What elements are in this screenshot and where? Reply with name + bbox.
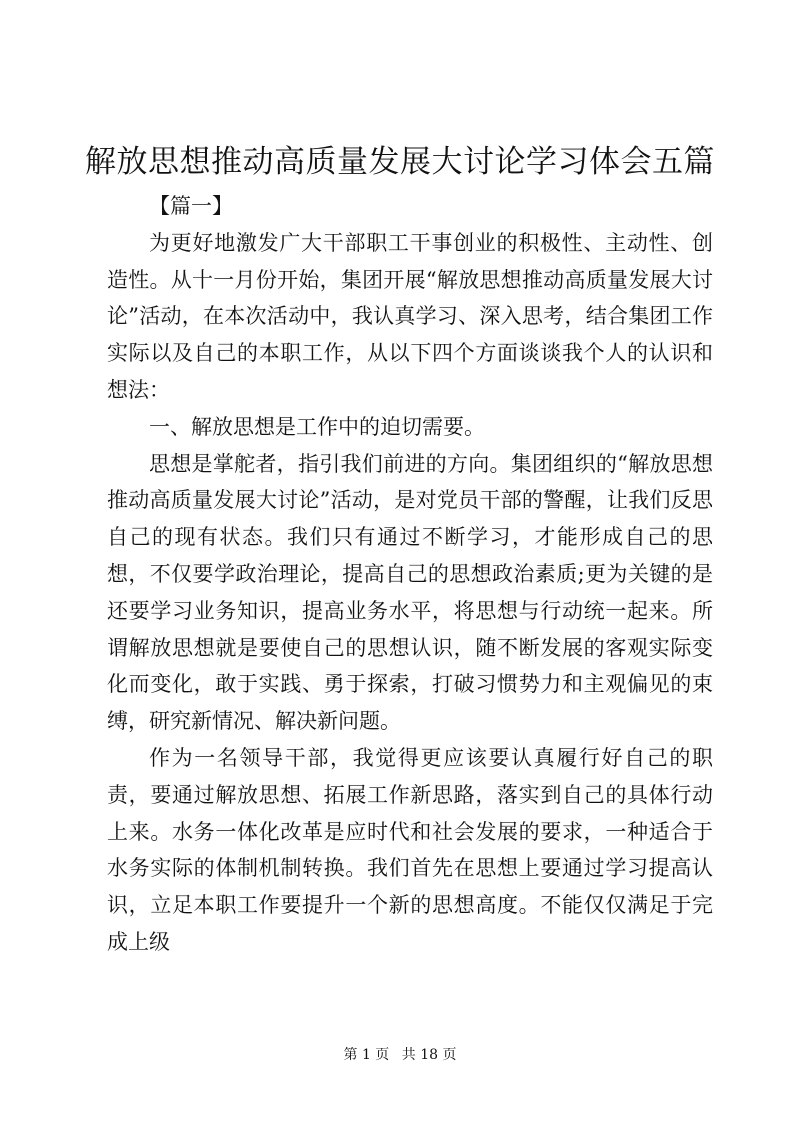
paragraph-intro: 为更好地激发广大干部职工干事创业的积极性、主动性、创造性。从十一月份开始，集团开展“解放思想推动高质量发展大讨论”活动，在本次活动中，我认真学习、深入思考，结合集团工作实际以及自己的本职工作，从以下四个方面谈谈我个人的认识和想法： bbox=[107, 230, 713, 402]
section-label: 【篇一】 bbox=[149, 194, 233, 218]
page-total: 共 18 页 bbox=[401, 1047, 457, 1063]
document-title: 解放思想推动高质量发展大讨论学习体会五篇 bbox=[85, 144, 715, 180]
paragraph-heading-one: 一、解放思想是工作中的迫切需要。 bbox=[149, 414, 485, 439]
paragraph-leader: 作为一名领导干部，我觉得更应该要认真履行好自己的职责，要通过解放思想、拓展工作新思路，落实到自己的具体行动上来。水务一体化改革是应时代和社会发展的要求，一种适合于水务实际的体制机制转换。我们首先在思想上要通过学习提高认识，立足本职工作要提升一个新的思想高度。不能仅仅满足于完成上级 bbox=[107, 745, 713, 954]
page-footer bbox=[0, 1045, 800, 1065]
page-number: 第 1 页 bbox=[343, 1047, 390, 1063]
paragraph-thought: 思想是掌舵者，指引我们前进的方向。集团组织的“解放思想推动高质量发展大讨论”活动，是对党员干部的警醒，让我们反思自己的现有状态。我们只有通过不断学习，才能形成自己的思想，不仅要学政治理论，提高自己的思想政治素质;更为关键的是还要学习业务知识，提高业务水平，将思想与行动统一起来。所谓解放思想就是要使自己的思想认识，随不断发展的客观实际变化而变化，敢于实践、勇于探索，打破习惯势力和主观偏见的束缚，研究新情况、解决新问题。 bbox=[107, 451, 713, 734]
document-body bbox=[107, 188, 713, 961]
